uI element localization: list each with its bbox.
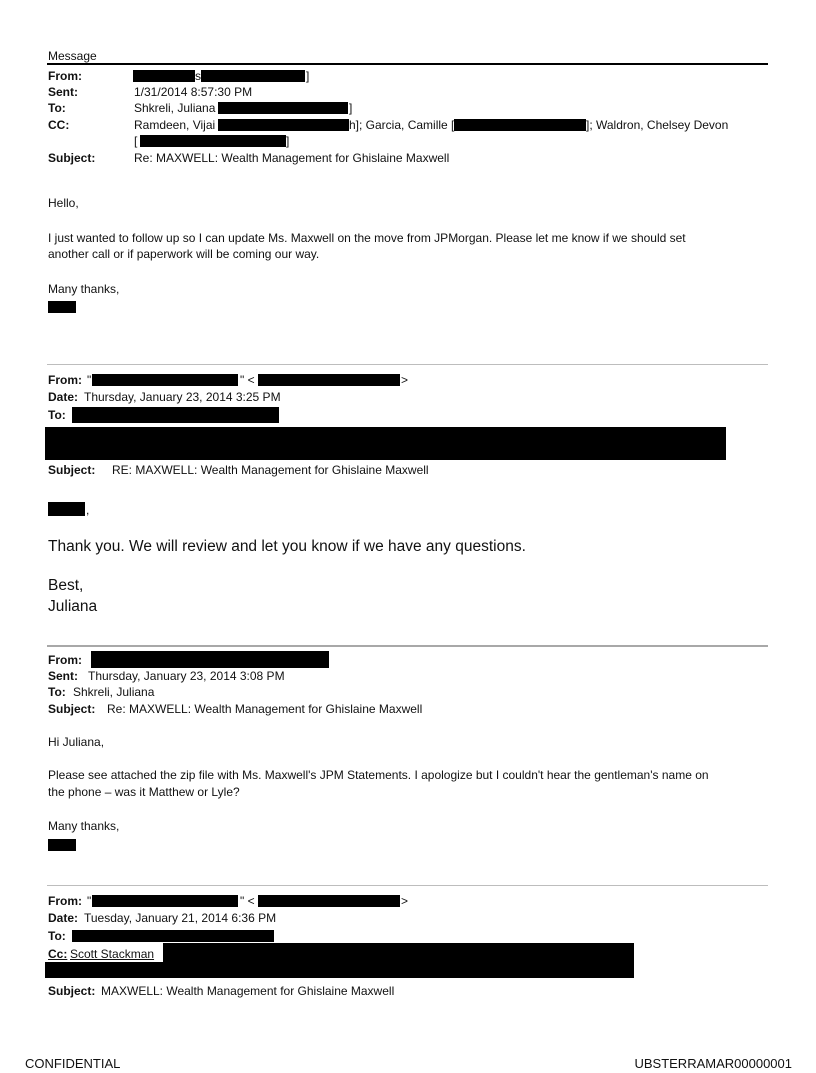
subject-value: Re: MAXWELL: Wealth Management for Ghislaine Maxwell <box>107 702 423 716</box>
subject-value: Re: MAXWELL: Wealth Management for Ghislaine Maxwell <box>134 151 450 165</box>
redaction <box>258 374 400 386</box>
body-line: Please see attached the zip file with Ms. Maxwell's JPM Statements. I apologize but I couldn't hear the gentleman's name on <box>48 768 709 782</box>
date-label: Date: <box>48 911 79 925</box>
redaction <box>72 930 274 942</box>
date-value: Thursday, January 23, 2014 3:25 PM <box>84 390 281 404</box>
from-label: From: <box>48 69 82 83</box>
redaction <box>201 70 305 82</box>
greeting: Hi Juliana, <box>48 735 105 749</box>
quote-mark: " <box>87 894 92 908</box>
signature: Juliana <box>48 598 98 615</box>
sent-label: Sent: <box>48 85 78 99</box>
sent-value: 1/31/2014 8:57:30 PM <box>134 85 253 99</box>
header-divider <box>47 63 768 65</box>
from-fragment: s <box>195 69 201 83</box>
redaction <box>454 119 586 131</box>
message-divider <box>47 885 768 886</box>
to-bracket: ] <box>349 101 353 115</box>
date-value: Tuesday, January 21, 2014 6:36 PM <box>84 911 277 925</box>
greeting: Hello, <box>48 196 79 210</box>
redaction <box>45 962 634 978</box>
redaction <box>92 374 238 386</box>
subject-label: Subject: <box>48 702 96 716</box>
closing: Many thanks, <box>48 819 120 833</box>
body-text: Thank you. We will review and let you know if we have any questions. <box>48 538 526 555</box>
closing: Many thanks, <box>48 282 120 296</box>
cc-bracket-close: ] <box>286 134 290 148</box>
confidential-footer: CONFIDENTIAL <box>25 1056 121 1071</box>
cc-bracket-open: [ <box>134 134 138 148</box>
cc-value-1: Ramdeen, Vijai <box>134 118 216 132</box>
quote-mark: " <box>87 373 92 387</box>
to-label: To: <box>48 929 66 943</box>
to-label: To: <box>48 408 66 422</box>
redaction <box>48 301 76 313</box>
redaction <box>163 943 634 962</box>
cc-value-3: ]; Waldron, Chelsey Devon <box>586 118 729 132</box>
subject-label: Subject: <box>48 151 96 165</box>
from-label: From: <box>48 653 82 667</box>
angle-close: > <box>401 894 409 908</box>
cc-label: Cc: <box>48 947 68 961</box>
to-value: Shkreli, Juliana <box>134 101 216 115</box>
to-value: Shkreli, Juliana <box>73 685 155 699</box>
bates-number: UBSTERRAMAR00000001 <box>634 1056 792 1071</box>
cc-value: Scott Stackman <box>70 947 155 961</box>
subject-value: MAXWELL: Wealth Management for Ghislaine Maxwell <box>101 984 395 998</box>
subject-value: RE: MAXWELL: Wealth Management for Ghislaine Maxwell <box>112 463 429 477</box>
redaction <box>133 70 195 82</box>
cc-value-2: h]; Garcia, Camille [ <box>349 118 455 132</box>
cc-label: CC: <box>48 118 70 132</box>
subject-label: Subject: <box>48 984 96 998</box>
from-label: From: <box>48 373 82 387</box>
sent-label: Sent: <box>48 669 78 683</box>
redaction <box>218 119 349 131</box>
redaction <box>258 895 400 907</box>
redaction <box>91 651 329 668</box>
body-line: I just wanted to follow up so I can update Ms. Maxwell on the move from JPMorgan. Please let me know if we should set <box>48 231 686 245</box>
body-line: another call or if paperwork will be coming our way. <box>48 247 320 261</box>
body-line: the phone – was it Matthew or Lyle? <box>48 785 240 799</box>
message-title: Message <box>48 49 97 63</box>
redaction <box>218 102 348 114</box>
sent-value: Thursday, January 23, 2014 3:08 PM <box>88 669 285 683</box>
redaction <box>140 135 286 147</box>
quote-mark: " < <box>240 894 255 908</box>
message-divider <box>47 645 768 647</box>
redaction <box>45 427 726 460</box>
to-label: To: <box>48 101 66 115</box>
redaction <box>92 895 238 907</box>
angle-close: > <box>401 373 409 387</box>
comma: , <box>86 503 90 517</box>
date-label: Date: <box>48 390 79 404</box>
message-divider <box>47 364 768 365</box>
subject-label: Subject: <box>48 463 96 477</box>
redaction <box>48 502 85 516</box>
redaction <box>72 407 279 423</box>
to-label: To: <box>48 685 66 699</box>
closing: Best, <box>48 577 84 594</box>
quote-mark: " < <box>240 373 255 387</box>
from-label: From: <box>48 894 82 908</box>
redaction <box>48 839 76 851</box>
from-bracket: ] <box>306 69 310 83</box>
